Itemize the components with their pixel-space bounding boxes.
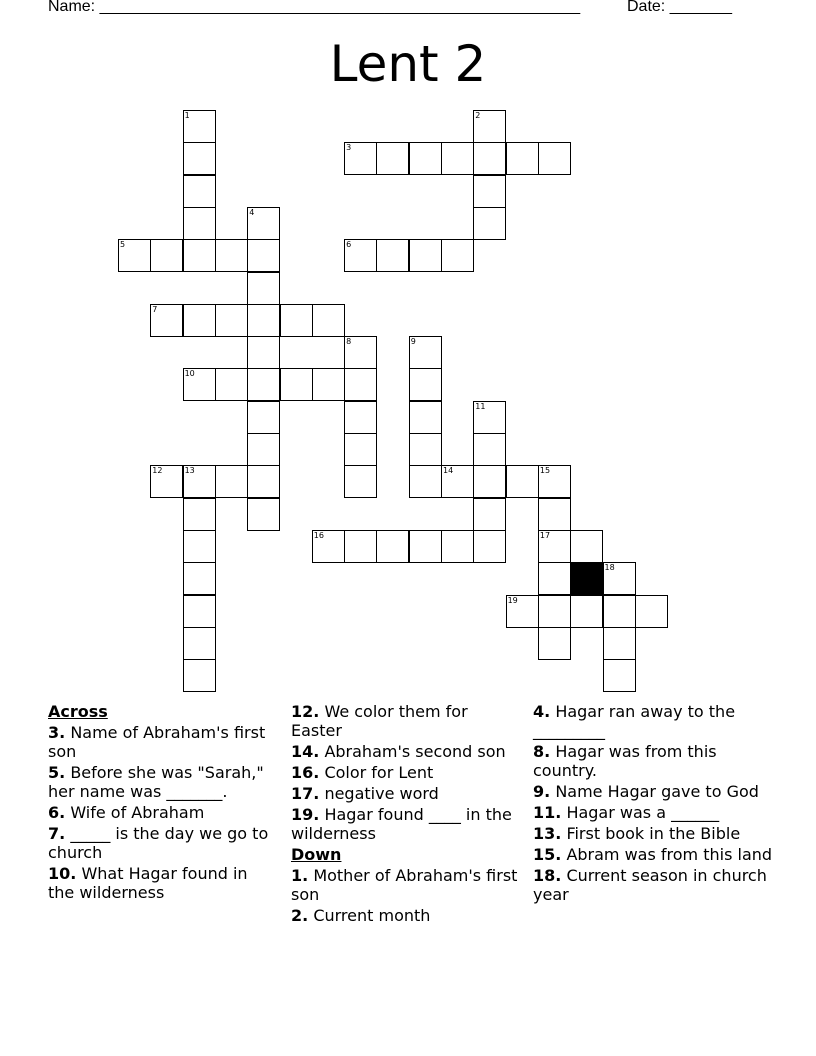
grid-cell[interactable] [473, 498, 506, 531]
grid-cell[interactable] [538, 627, 571, 660]
grid-cell[interactable] [570, 595, 603, 628]
cell-number: 13 [184, 466, 195, 476]
grid-cell-3[interactable] [344, 142, 377, 175]
cell-number: 14 [443, 466, 454, 476]
grid-cell[interactable] [441, 530, 474, 563]
cell-number: 16 [313, 530, 324, 540]
grid-cell[interactable] [441, 142, 474, 175]
grid-cell[interactable] [473, 530, 506, 563]
grid-cell[interactable] [506, 142, 539, 175]
across-heading: Across [48, 702, 108, 721]
grid-cell-16[interactable] [312, 530, 345, 563]
cell-number: 7 [152, 304, 158, 314]
cell-number: 4 [249, 207, 255, 217]
grid-cell[interactable] [409, 368, 442, 401]
cell-number: 12 [152, 466, 163, 476]
grid-cell[interactable] [215, 368, 248, 401]
cell-number: 5 [120, 240, 126, 250]
grid-cell[interactable] [538, 498, 571, 531]
clue-down-8: 8. Hagar was from this country. [533, 742, 717, 780]
grid-cell-7[interactable] [150, 304, 183, 337]
cell-number: 8 [346, 337, 352, 347]
cell-number: 2 [475, 111, 481, 120]
grid-cell[interactable] [538, 562, 571, 595]
grid-cell[interactable] [344, 401, 377, 434]
cell-number: 3 [346, 143, 352, 153]
grid-cell[interactable] [183, 142, 216, 175]
grid-cell[interactable] [538, 595, 571, 628]
grid-cell-15[interactable] [538, 465, 571, 498]
grid-cell[interactable] [441, 239, 474, 272]
grid-cell-13[interactable] [183, 465, 216, 498]
name-field-label: Name: ______________________________________________________ [48, 0, 581, 15]
grid-cell[interactable] [280, 368, 313, 401]
grid-cell[interactable] [247, 401, 280, 434]
grid-cell-17[interactable] [538, 530, 571, 563]
grid-cell[interactable] [635, 595, 668, 628]
clue-down-9: 9. Name Hagar gave to God [533, 782, 759, 801]
grid-cell[interactable] [247, 498, 280, 531]
grid-cell[interactable] [538, 142, 571, 175]
grid-cell[interactable] [603, 627, 636, 660]
grid-cell[interactable] [344, 433, 377, 466]
clue-across-6: 6. Wife of Abraham [48, 803, 205, 822]
clue-across-5: 5. Before she was "Sarah," her name was _______. [48, 763, 264, 801]
cell-number: 10 [184, 369, 195, 379]
clue-across-7: 7. _____ is the day we go to church [48, 824, 269, 862]
grid-cell[interactable] [473, 207, 506, 240]
grid-cell[interactable] [183, 530, 216, 563]
grid-cell[interactable] [247, 433, 280, 466]
grid-cell-9[interactable] [409, 336, 442, 369]
grid-cell[interactable] [344, 368, 377, 401]
grid-cell[interactable] [473, 142, 506, 175]
clue-across-10: 10. What Hagar found in the wilderness [48, 864, 248, 902]
grid-cell-19[interactable] [506, 595, 539, 628]
grid-cell[interactable] [603, 659, 636, 692]
cell-number: 17 [539, 530, 551, 540]
grid-cell[interactable] [409, 530, 442, 563]
grid-cell[interactable] [183, 175, 216, 208]
clue-across-3: 3. Name of Abraham's first son [48, 723, 266, 761]
grid-cell[interactable] [247, 304, 280, 337]
grid-cell[interactable] [473, 433, 506, 466]
date-field-label: Date: _______ [627, 0, 732, 15]
grid-cell[interactable] [183, 207, 216, 240]
grid-cell[interactable] [215, 465, 248, 498]
clue-across-16: 16. Color for Lent [291, 763, 434, 782]
clue-across-19: 19. Hagar found ____ in the wilderness [291, 805, 512, 843]
clue-down-2: 2. Current month [291, 906, 431, 925]
grid-cell-8[interactable] [344, 336, 377, 369]
grid-cell-12[interactable] [150, 465, 183, 498]
cell-number: 19 [507, 595, 518, 605]
grid-cell[interactable] [215, 304, 248, 337]
grid-cell-4[interactable] [247, 207, 280, 240]
clue-down-11: 11. Hagar was a ______ [533, 803, 720, 822]
grid-cell[interactable] [183, 659, 216, 692]
grid-cell[interactable] [312, 304, 345, 337]
grid-cell[interactable] [344, 465, 377, 498]
clues-column-2 [291, 702, 519, 927]
grid-cell[interactable] [215, 239, 248, 272]
black-square [570, 562, 603, 595]
clue-down-1: 1. Mother of Abraham's first son [291, 866, 518, 904]
cell-number: 11 [475, 401, 486, 411]
grid-cell[interactable] [247, 368, 280, 401]
grid-cell[interactable] [506, 465, 539, 498]
grid-cell[interactable] [183, 498, 216, 531]
grid-cell-14[interactable] [441, 465, 474, 498]
grid-cell[interactable] [247, 272, 280, 305]
clue-across-14: 14. Abraham's second son [291, 742, 506, 761]
grid-cell[interactable] [247, 239, 280, 272]
grid-cell[interactable] [183, 304, 216, 337]
grid-cell[interactable] [183, 595, 216, 628]
down-heading: Down [291, 845, 342, 864]
cell-number: 15 [539, 466, 551, 476]
page-title: Lent 2 [329, 35, 487, 93]
clue-across-12: 12. We color them for Easter [291, 702, 468, 740]
grid-cell[interactable] [247, 336, 280, 369]
grid-cell[interactable] [409, 142, 442, 175]
cell-number: 1 [184, 111, 190, 120]
grid-cell[interactable] [183, 627, 216, 660]
grid-cell[interactable] [376, 530, 409, 563]
grid-cell-2[interactable] [473, 110, 506, 143]
grid-cell[interactable] [409, 465, 442, 498]
cell-number: 6 [346, 240, 352, 250]
grid-cell-10[interactable] [183, 368, 216, 401]
grid-cell[interactable] [409, 433, 442, 466]
grid-cell[interactable] [312, 368, 345, 401]
grid-cell[interactable] [150, 239, 183, 272]
grid-cell[interactable] [409, 401, 442, 434]
header [48, 0, 748, 20]
clues-column-3 [533, 702, 773, 906]
clue-down-18: 18. Current season in church year [533, 866, 767, 904]
grid-cell[interactable] [570, 530, 603, 563]
grid-cell[interactable] [473, 465, 506, 498]
grid-cell[interactable] [280, 304, 313, 337]
grid-cell[interactable] [183, 562, 216, 595]
clue-across-17: 17. negative word [291, 784, 439, 803]
grid-cell[interactable] [344, 530, 377, 563]
grid-cell-5[interactable] [118, 239, 151, 272]
clue-down-4: 4. Hagar ran away to the _________ [533, 702, 736, 740]
grid-cell-18[interactable] [603, 562, 636, 595]
grid-cell[interactable] [473, 175, 506, 208]
cell-number: 18 [604, 563, 615, 573]
grid-cell-6[interactable] [344, 239, 377, 272]
cell-number: 9 [410, 337, 416, 347]
grid-cell[interactable] [247, 465, 280, 498]
grid-cell[interactable] [409, 239, 442, 272]
grid-cell[interactable] [376, 142, 409, 175]
grid-cell[interactable] [376, 239, 409, 272]
grid-cell[interactable] [603, 595, 636, 628]
grid-cell-11[interactable] [473, 401, 506, 434]
grid-cell[interactable] [183, 239, 216, 272]
clue-down-13: 13. First book in the Bible [533, 824, 741, 843]
clues-column-1 [48, 702, 276, 904]
clue-down-15: 15. Abram was from this land [533, 845, 773, 864]
grid-cell-1[interactable] [183, 110, 216, 143]
